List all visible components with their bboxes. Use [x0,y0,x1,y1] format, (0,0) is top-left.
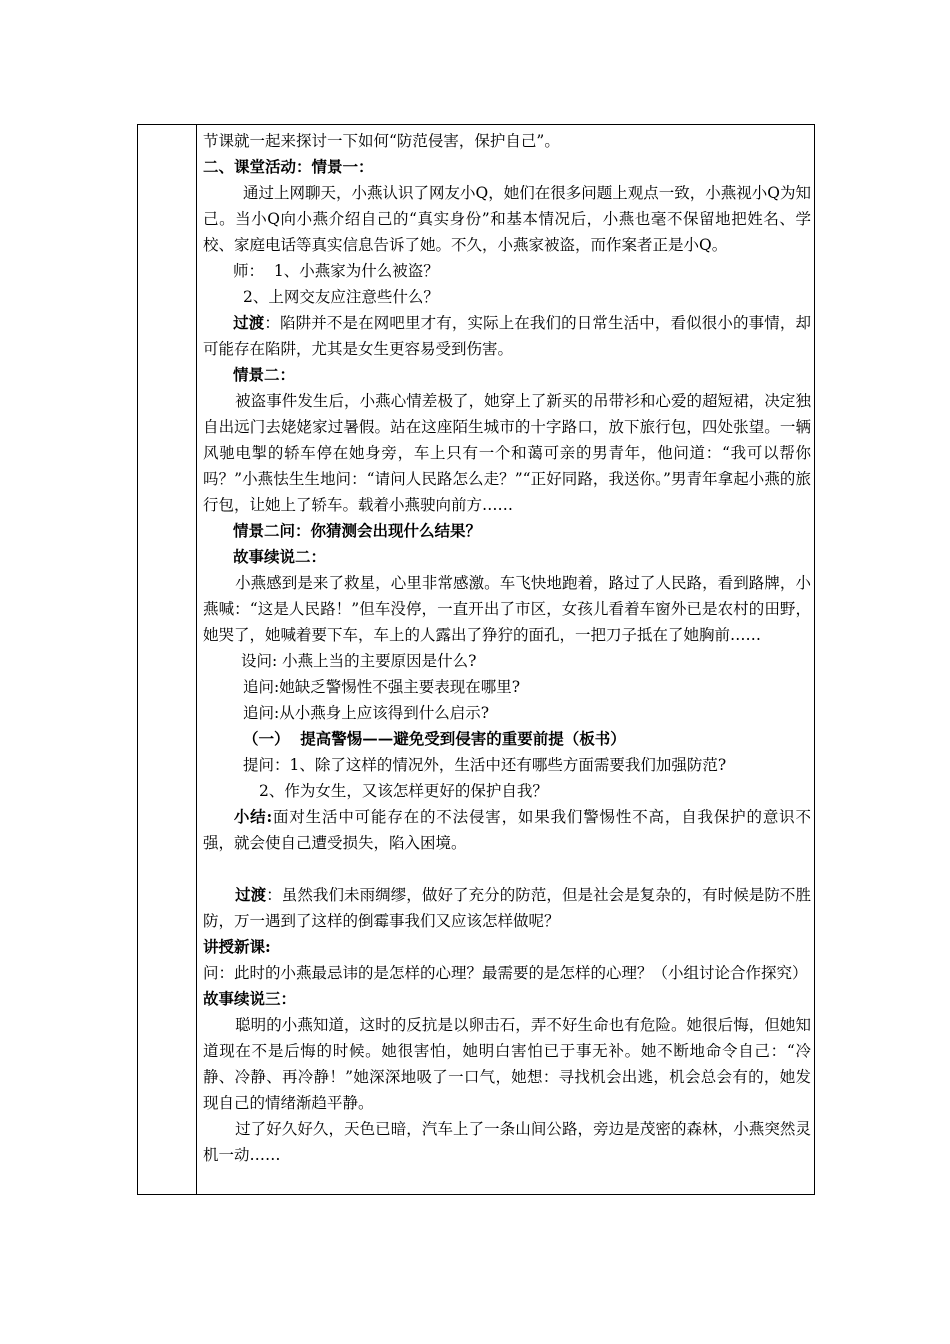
transition-2: 过渡：虽然我们未雨绸缪，做好了充分的防范，但是社会是复杂的，有时候是防不胜防，万一遇到了这样的倒霉事我们又应该怎样做呢？ [203,885,811,930]
scenario-one-text: 通过上网聊天，小燕认识了网友小Q，她们在很多问题上观点一致，小燕视小Q为知己。当小Q向小燕介绍自己的“真实身份”和基本情况后，小燕也毫不保留地把姓名、学校、家庭电话等真实信息告诉了她。不久，小燕家被盗，而作案者正是小Q。 [203,184,811,254]
column-divider [196,125,197,1194]
summary: 小结:面对生活中可能存在的不法侵害，如果我们警惕性不高，自我保护的意识不强，就会使自己遭受损失，陷入困境。 [203,807,811,852]
blank-line [203,856,811,882]
story-continued-two-heading: 故事续说二： [233,547,327,566]
scenario-two-text: 被盗事件发生后，小燕心情差极了，她穿上了新买的吊带衫和心爱的超短裙，决定独自出远门去姥姥家过暑假。站在这座陌生城市的十字路口，放下旅行包，四处张望。一辆风驰电掣的轿车停在她身旁，车上只有一个和蔼可亲的男青年，他问道：“我可以帮你吗？”小燕怯生生地问：“请问人民路怎么走？”“正好同路，我送你。”男青年拿起小燕的旅行包，让她上了轿车。载着小燕驶向前方…… [203,392,811,514]
teacher-question-2: 2、上网交友应注意些什么？ [243,288,439,306]
section-heading-activity: 二、课堂活动：情景一： [203,157,374,176]
followup-question-1: 追问:她缺乏警惕性不强主要表现在哪里? [243,678,521,696]
intro-line: 节课就一起来探讨一下如何“防范侵害，保护自己”。 [203,132,560,150]
board-heading-1: （一） 提高警惕——避免受到侵害的重要前提（板书） [243,729,626,748]
teacher-question-1: 师： 1、小燕家为什么被盗？ [233,262,439,280]
story-continued-three-text: 聪明的小燕知道，这时的反抗是以卵击石，弄不好生命也有危险。她很后悔，但她知道现在不是后悔的时候。她很害怕，她明白害怕已于事无补。她不断地命令自己：“冷静、冷静、再冷静！”她深深地吸了一口气，她想：寻找机会出逃，机会总会有的，她发现自己的情绪渐趋平静。 [203,1016,811,1112]
question-main-reason: 设问: 小燕上当的主要原因是什么? [241,652,477,670]
lesson-plan-table [137,124,815,1195]
transition-1: 过渡：陷阱并不是在网吧里才有，实际上在我们的日常生活中，看似很小的事情，却可能存在陷阱，尤其是女生更容易受到伤害。 [203,313,811,358]
prompt-question-2: 2、作为女生，又该怎样更好的保护自我？ [259,782,548,800]
prompt-question-1: 提问：1、除了这样的情况外，生活中还有哪些方面需要我们加强防范? [243,756,727,774]
new-lesson-heading: 讲授新课: [203,937,271,956]
story-continued-three-heading: 故事续说三： [203,989,297,1008]
lesson-content-cell [203,128,811,1168]
scenario-two-heading: 情景二： [233,365,296,384]
group-discussion-question: 问：此时的小燕最忌讳的是怎样的心理？最需要的是怎样的心理？（小组讨论合作探究） [203,964,808,982]
story-continued-two-text: 小燕感到是来了救星，心里非常感激。车飞快地跑着，路过了人民路，看到路牌，小燕喊：“这是人民路！”但车没停，一直开出了市区，女孩儿看着车窗外已是农村的田野，她哭了，她喊着要下车，车上的人露出了狰狞的面孔，一把刀子抵在了她胸前…… [203,574,811,644]
followup-question-2: 追问:从小燕身上应该得到什么启示? [243,704,490,722]
story-continued-three-ending: 过了好久好久，天色已暗，汽车上了一条山间公路，旁边是茂密的森林，小燕突然灵机一动…… [203,1120,811,1164]
scenario-two-question: 情景二问：你猜测会出现什么结果？ [233,521,482,540]
